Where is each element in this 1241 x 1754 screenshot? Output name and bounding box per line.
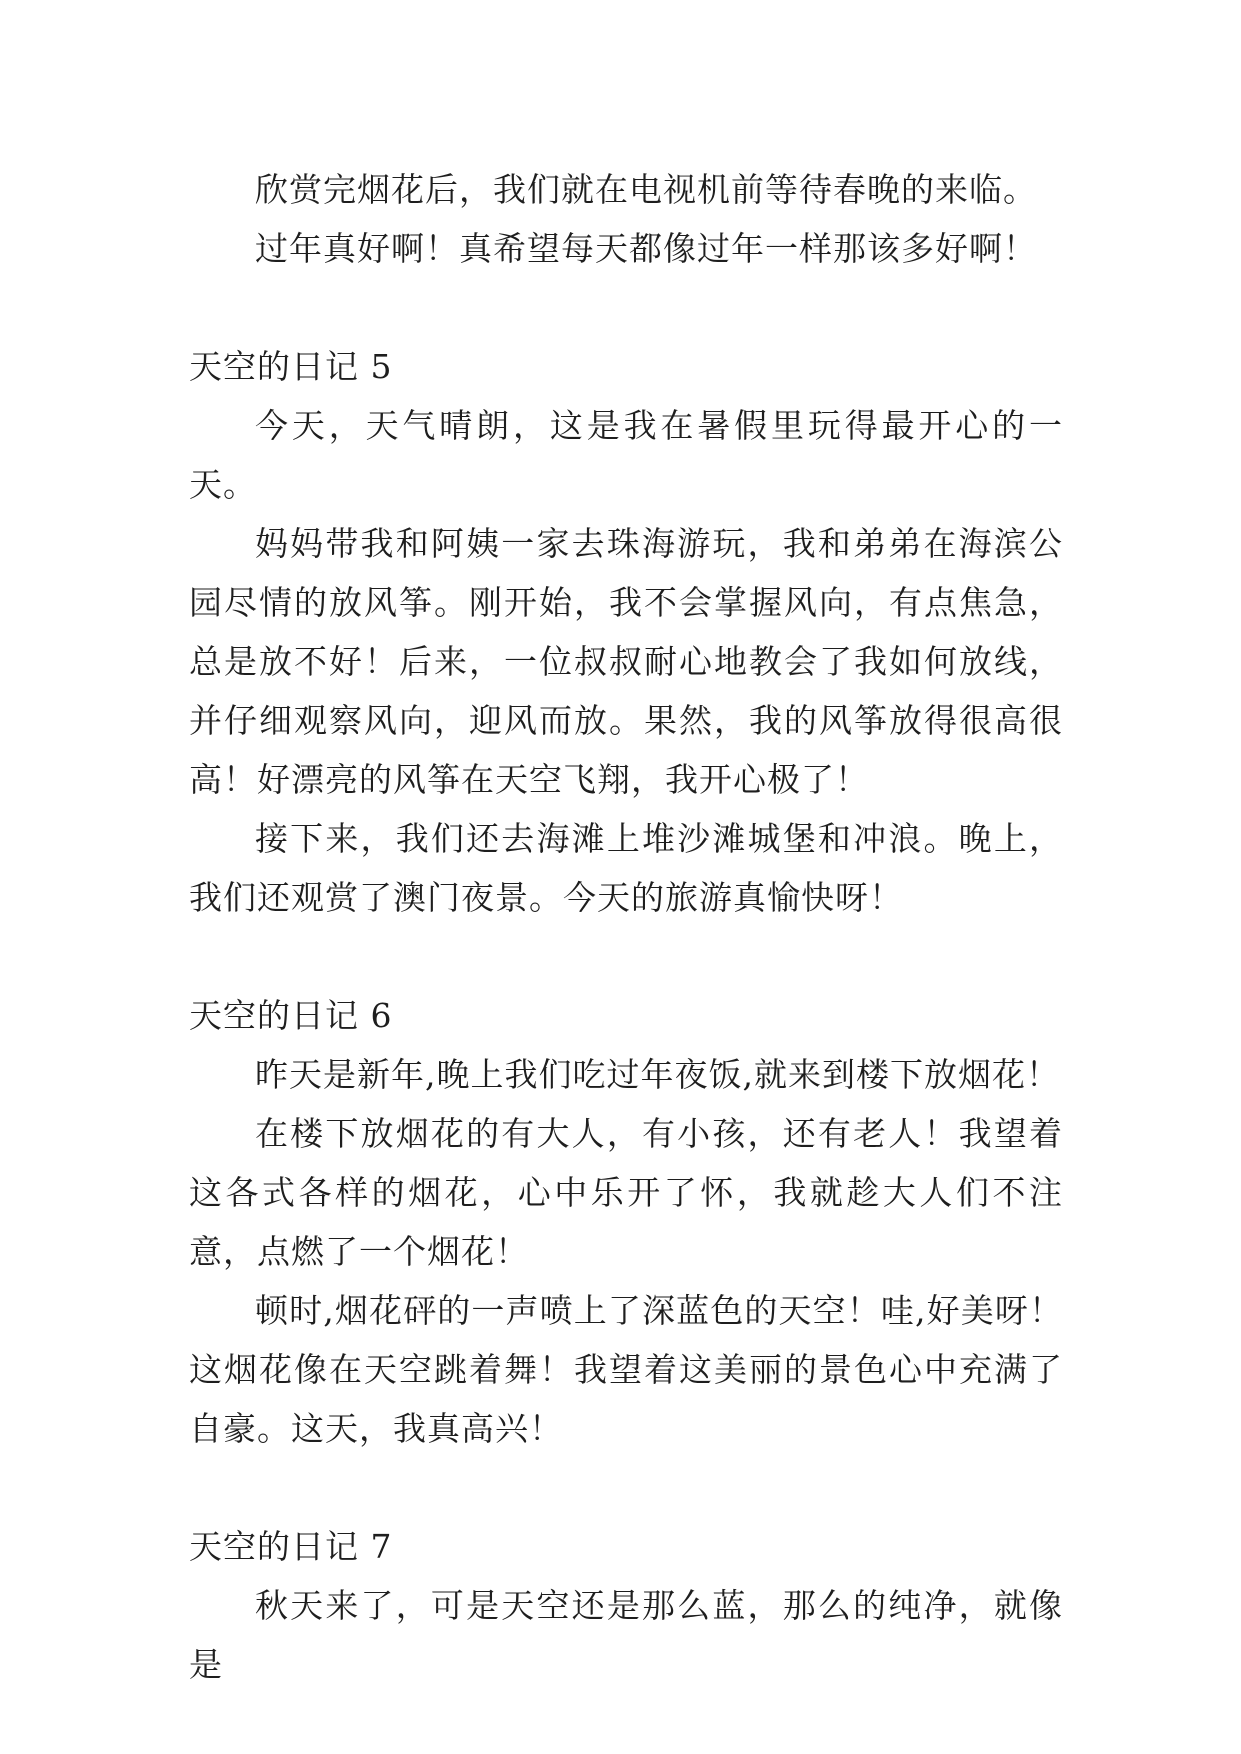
paragraph: 接下来，我们还去海滩上堆沙滩城堡和冲浪。晚上，我们还观赏了澳门夜景。今天的旅游真愉快呀！: [189, 819, 1063, 917]
section-title: 天空的日记 6: [189, 996, 393, 1035]
paragraph: 妈妈带我和阿姨一家去珠海游玩，我和弟弟在海滨公园尽情的放风筝。刚开始，我不会掌握风向，有点焦急，总是放不好！后来，一位叔叔耐心地教会了我如何放线，并仔细观察风向，迎风而放。果然，我的风筝放得很高很高！好漂亮的风筝在天空飞翔，我开心极了！: [189, 524, 1063, 799]
paragraph: 昨天是新年,晚上我们吃过年夜饭,就来到楼下放烟花！: [255, 1055, 1060, 1094]
paragraph: 秋天来了，可是天空还是那么蓝，那么的纯净，就像是: [189, 1586, 1063, 1684]
blank-line: [189, 927, 1063, 986]
document-body: [189, 160, 1063, 1694]
blank-line: [189, 1458, 1063, 1517]
paragraph: 在楼下放烟花的有大人，有小孩，还有老人！我望着这各式各样的烟花，心中乐开了怀，我就趁大人们不注意，点燃了一个烟花！: [189, 1114, 1063, 1271]
paragraph: 过年真好啊！真希望每天都像过年一样那该多好啊！: [255, 229, 1037, 268]
section-title: 天空的日记 7: [189, 1527, 393, 1566]
section-title: 天空的日记 5: [189, 347, 393, 386]
paragraph: 顿时,烟花砰的一声喷上了深蓝色的天空！哇,好美呀！这烟花像在天空跳着舞！我望着这美丽的景色心中充满了自豪。这天，我真高兴！: [189, 1291, 1063, 1448]
blank-line: [189, 278, 1063, 337]
paragraph: 今天，天气晴朗，这是我在暑假里玩得最开心的一天。: [189, 406, 1063, 504]
paragraph: 欣赏完烟花后，我们就在电视机前等待春晚的来临。: [255, 170, 1037, 209]
